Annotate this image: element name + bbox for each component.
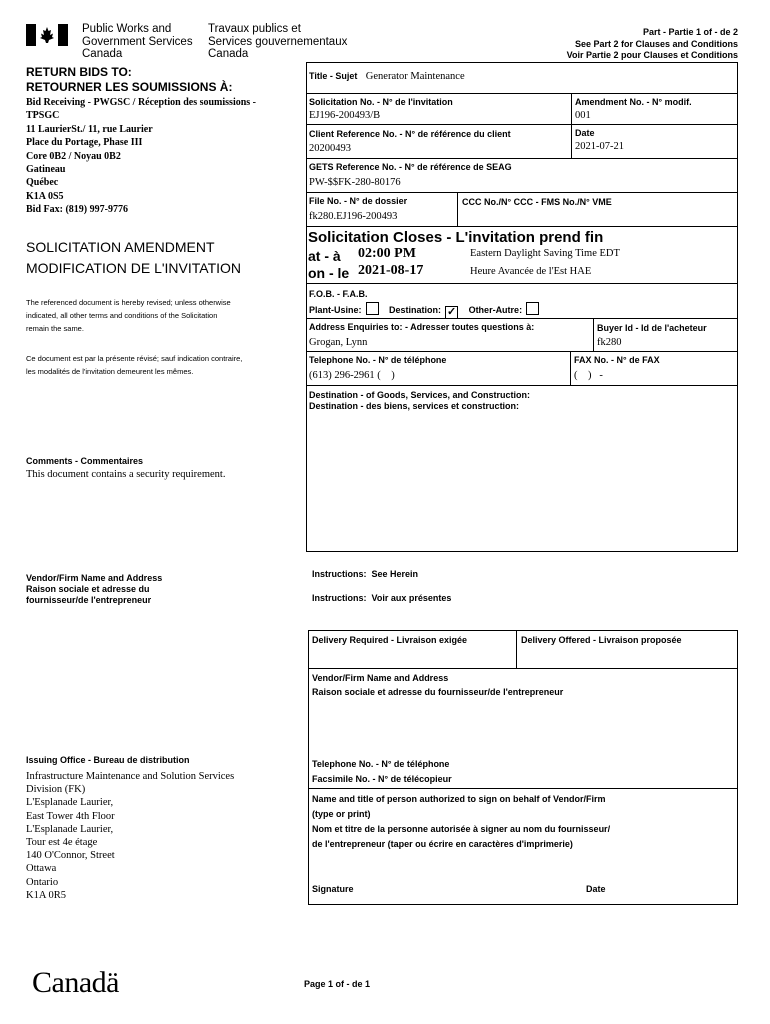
amendment-title-en: SOLICITATION AMENDMENT: [26, 239, 215, 255]
divider: [306, 351, 738, 352]
dept-fr-line: Travaux publics et: [208, 23, 301, 35]
solicitation-label: Solicitation No. - N° de l'invitation: [309, 97, 453, 107]
note-line: les modalités de l'invitation demeurent les mêmes.: [26, 367, 194, 376]
destination-goods: [309, 390, 530, 412]
comments-label: Comments - Commentaires: [26, 456, 144, 466]
auth-line: Name and title of person authorized to sign on behalf of Vendor/Firm: [312, 794, 606, 804]
amendment-note-en: [26, 296, 231, 335]
address-line: 11 LaurierSt./ 11, rue Laurier: [26, 123, 153, 135]
divider: [306, 226, 738, 227]
vendor-phone-label: Telephone No. - N° de téléphone: [312, 759, 450, 769]
see-part2-fr: Voir Partie 2 pour Clauses et Conditions: [566, 50, 738, 60]
address-enquiries-value: Grogan, Lynn: [309, 337, 368, 348]
dept-en-line: Government Services: [82, 35, 193, 48]
authorized-signer-label: [312, 792, 610, 852]
comments-text: This document contains a security requirement.: [26, 469, 226, 480]
divider: [306, 385, 738, 386]
vendor-name-en: Vendor/Firm Name and Address: [312, 673, 449, 683]
divider: [306, 192, 738, 193]
office-line: Ontario: [26, 876, 59, 888]
vendor-left-label: [26, 573, 162, 606]
title-value: Generator Maintenance: [365, 71, 465, 82]
address-line: Core 0B2 / Noyau 0B2: [26, 150, 121, 162]
fax-label: FAX No. - N° de FAX: [574, 355, 660, 365]
plant-label: Plant-Usine:: [309, 305, 362, 315]
office-line: Ottawa: [26, 863, 57, 875]
title-row: [309, 66, 465, 84]
divider: [457, 192, 458, 226]
plant-checkbox[interactable]: [366, 302, 379, 315]
date-value: 2021-07-21: [575, 141, 624, 152]
address-enquiries-label: Address Enquiries to: - Adresser toutes questions à:: [309, 322, 535, 332]
telephone-value: (613) 296-2961 ( ): [309, 370, 395, 381]
signature-date-label: Date: [586, 884, 606, 894]
office-line: 140 O'Connor, Street: [26, 850, 115, 862]
canada-wordmark: Canadä: [32, 966, 119, 999]
other-label: Other-Autre:: [468, 305, 523, 315]
destination-goods-fr: Destination - des biens, services et construction:: [309, 401, 520, 411]
divider: [306, 124, 738, 125]
amendment-label: Amendment No. - N° modif.: [575, 97, 692, 107]
destination-label: Destination:: [389, 305, 442, 315]
office-line: L'Esplanade Laurier,: [26, 797, 114, 809]
buyer-id-value: fk280: [597, 337, 622, 348]
vendor-fax-label: Facsimile No. - N° de télécopieur: [312, 774, 452, 784]
dept-en-line: Public Works and: [82, 23, 172, 35]
dept-fr-line: Canada: [208, 48, 249, 60]
gets-value: PW-$$FK-280-80176: [309, 177, 401, 188]
note-line: remain the same.: [26, 324, 84, 333]
office-line: Division (FK): [26, 784, 86, 796]
title-label: Title - Sujet: [309, 71, 358, 81]
at-label: at - à: [308, 248, 341, 264]
vendor-label-line: fournisseur/de l'entrepreneur: [26, 595, 152, 605]
destination-goods-en: Destination - of Goods, Services, and Construction:: [309, 390, 531, 400]
address-line: Gatineau: [26, 164, 66, 176]
department-name-fr: [208, 23, 347, 61]
delivery-required-label: Delivery Required - Livraison exigée: [312, 635, 468, 645]
office-line: Infrastructure Maintenance and Solution Services: [26, 771, 235, 782]
fob-label: F.O.B. - F.A.B.: [309, 289, 368, 299]
vendor-name-label: [312, 673, 563, 698]
vendor-name-fr: Raison sociale et adresse du fournisseur/de l'entrepreneur: [312, 687, 564, 697]
divider: [593, 318, 594, 351]
amendment-note-fr: [26, 352, 242, 378]
return-bids-title-fr: RETOURNER LES SOUMISSIONS À:: [26, 80, 233, 94]
note-line: indicated, all other terms and conditions of the Solicitation: [26, 311, 218, 320]
date-label: Date: [575, 128, 595, 138]
page-number: Page 1 of - de 1: [304, 979, 371, 989]
telephone-label: Telephone No. - N° de téléphone: [309, 355, 447, 365]
divider: [516, 630, 517, 668]
delivery-offered-label: Delivery Offered - Livraison proposée: [521, 635, 682, 645]
divider: [571, 93, 572, 158]
return-bids-heading: [26, 65, 232, 95]
note-line: Ce document est par la présente révisé; sauf indication contraire,: [26, 354, 243, 363]
vendor-label-line: Raison sociale et adresse du: [26, 584, 150, 594]
divider: [570, 351, 571, 385]
issuing-office-label: Issuing Office - Bureau de distribution: [26, 755, 190, 765]
file-label: File No. - N° de dossier: [309, 196, 408, 206]
office-line: Tour est 4e étage: [26, 837, 98, 849]
divider: [308, 788, 738, 789]
fax-value: ( ) -: [574, 370, 603, 381]
auth-line: de l'entrepreneur (taper ou écrire en caractères d'imprimerie): [312, 839, 573, 849]
on-label: on - le: [308, 265, 350, 281]
dept-fr-line: Services gouvernementaux: [208, 35, 348, 48]
closing-date-value: 2021-08-17: [358, 263, 424, 278]
instructions-en: Instructions: See Herein: [312, 569, 419, 579]
signature-label: Signature: [312, 884, 354, 894]
divider: [306, 283, 738, 284]
bid-fax-line: Bid Fax: (819) 997-9776: [26, 204, 128, 216]
address-line: Place du Portage, Phase III: [26, 137, 143, 149]
other-checkbox[interactable]: [526, 302, 539, 315]
client-ref-value: 20200493: [309, 143, 351, 154]
amendment-title-fr: MODIFICATION DE L'INVITATION: [26, 260, 242, 276]
part-info: [567, 27, 738, 62]
divider: [308, 668, 738, 669]
file-value: fk280.EJ196-200493: [309, 211, 398, 222]
address-line: K1A 0S5: [26, 190, 64, 202]
client-ref-label: Client Reference No. - N° de référence du client: [309, 129, 511, 139]
timezone-fr: Heure Avancée de l'Est HAE: [470, 266, 592, 277]
vendor-label-line: Vendor/Firm Name and Address: [26, 573, 163, 583]
fob-options: [309, 302, 543, 319]
return-bids-address: [26, 96, 256, 217]
destination-checkbox[interactable]: ✓: [446, 306, 457, 318]
part-line: Part - Partie 1 of - de 2: [642, 27, 738, 37]
dept-en-line: Canada: [82, 48, 123, 60]
timezone-en: Eastern Daylight Saving Time EDT: [470, 248, 620, 259]
see-part2-en: See Part 2 for Clauses and Conditions: [574, 38, 738, 49]
note-line: The referenced document is hereby revised; unless otherwise: [26, 298, 231, 307]
amendment-value: 001: [575, 110, 591, 121]
closes-label: Solicitation Closes - L'invitation prend fin: [308, 229, 604, 246]
instructions-fr: Instructions: Voir aux présentes: [312, 593, 452, 603]
office-line: K1A 0R5: [26, 889, 66, 901]
issuing-office-address: [26, 770, 234, 902]
return-bids-title-en: RETURN BIDS TO:: [26, 65, 132, 79]
solicitation-value: EJ196-200493/B: [309, 110, 381, 121]
address-line: TPSGC: [26, 110, 60, 122]
divider: [306, 93, 738, 94]
address-line: Québec: [26, 177, 59, 189]
amendment-title: [26, 237, 241, 279]
buyer-id-label: Buyer Id - Id de l'acheteur: [597, 323, 707, 333]
department-name-en: [82, 23, 193, 61]
time-value: 02:00 PM: [358, 246, 416, 261]
auth-line: Nom et titre de la personne autorisée à signer au nom du fournisseur/: [312, 824, 611, 834]
auth-line: (type or print): [312, 809, 371, 819]
government-flag-logo: [26, 24, 68, 46]
office-line: East Tower 4th Floor: [26, 810, 115, 822]
gets-label: GETS Reference No. - N° de référence de SEAG: [309, 162, 512, 172]
divider: [306, 158, 738, 159]
office-line: L'Esplanade Laurier,: [26, 823, 114, 835]
ccc-label: CCC No./N° CCC - FMS No./N° VME: [462, 197, 612, 207]
address-line: Bid Receiving - PWGSC / Réception des soumissions -: [26, 97, 257, 108]
